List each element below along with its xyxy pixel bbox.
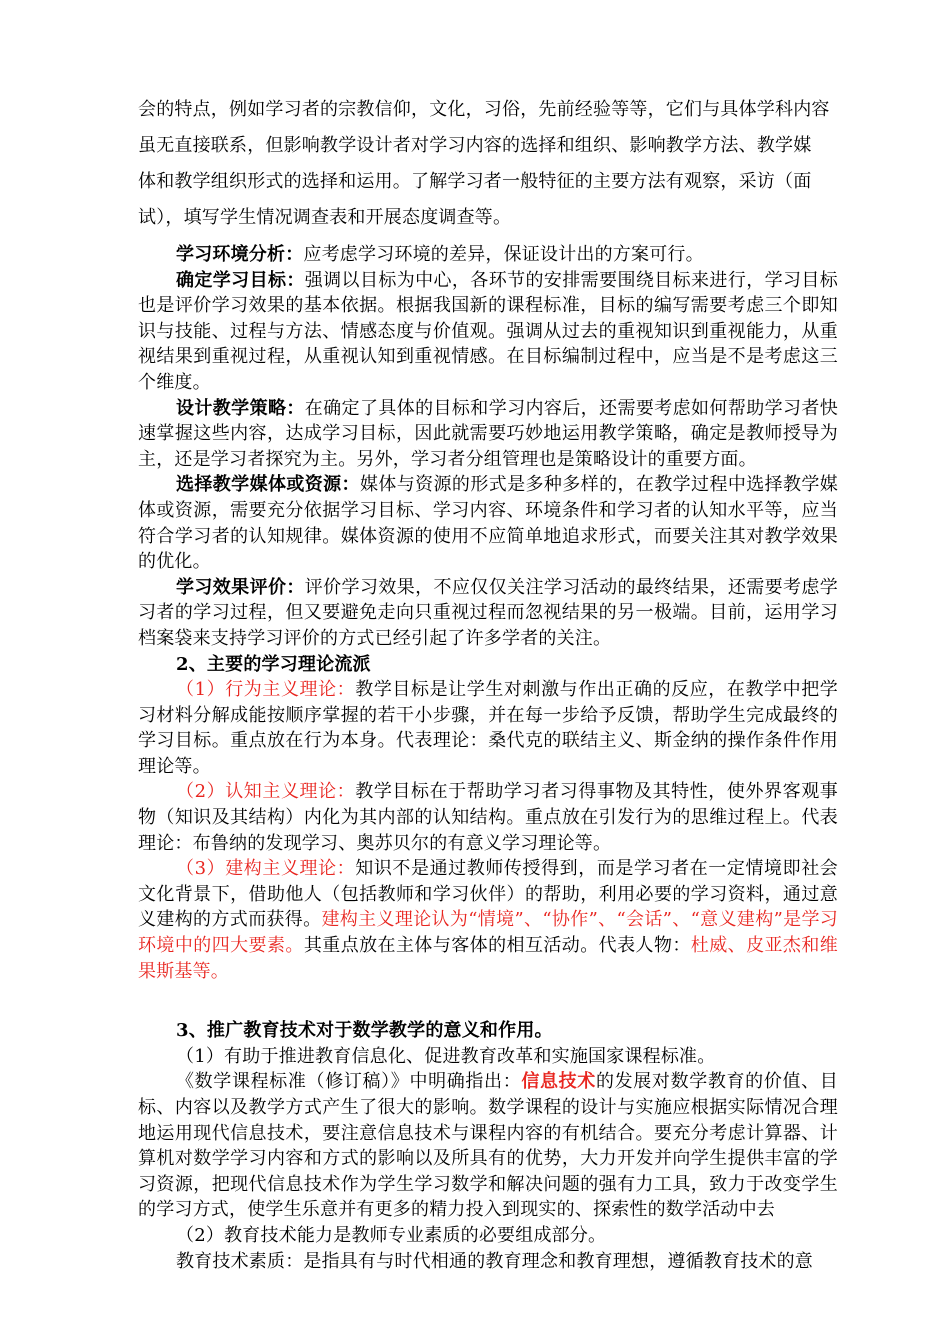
media-text: 媒体与资源的形式是多种多样的，在教学过程中选择教学媒体或资源，需要充分依据学习目标、学习内容、环境条件和学习者的认知水平等，应当符合学习者的认知规律。媒体资源的使用不应简单地追求形式，而要关注其对教学效果的优化。 [138, 474, 839, 573]
env-paragraph [138, 242, 838, 268]
intro-line-3: 体和教学组织形式的选择和运用。了解学习者一般特征的主要方法有观察，采访（面 [138, 171, 812, 192]
literacy-paragraph: 教育技术素质：是指具有与时代相通的教育理念和教育理想，遵循教育技术的意 [176, 1250, 813, 1272]
cognitivism-label: （2）认知主义理论： [176, 781, 356, 803]
body-block [138, 242, 838, 1274]
cognitivism-text: 教学目标在于帮助学习者习得事物及其特性，使外界客观事物（知识及其结构）内化为其内部的认知结构。重点放在引发行为的思维过程上。代表理论：布鲁纳的发现学习、奥苏贝尔的有意义学习理论等。 [138, 781, 838, 854]
standard-text-post: 的发展对数学教育的价值、目标、内容以及教学方式产生了很大的影响。数学课程的设计与实施应根据实际情况合理地运用现代信息技术，要注意信息技术与课程内容的有机结合。要充分考虑计算器、计算机对数学学习内容和方式的影响以及所具有的优势，大力开发并向学生提供丰富的学习资源，把现代信息技术作为学生学习数学和解决问题的强有力工具，致力于改变学生的学习方式，使学生乐意并有更多的精力投入到现实的、探索性的数学活动中去 [138, 1071, 838, 1221]
intro-line-2: 虽无直接联系，但影响教学设计者对学习内容的选择和组织、影响教学方法、教学媒 [138, 135, 812, 156]
constructivism-text-1: 知识不是通过教师传授得到，而是学习者在一定情境即社会文化背景下，借助他人（包括教师和学习伙伴）的帮助，利用必要的学习资料，通过意义建构的方式而获得。 [138, 858, 838, 931]
constructivism-highlight-1: 建构主义理论认为“情境”、“协作”、“会话”、“意义建构”是学习环境中的四大要素。 [138, 909, 839, 957]
intro-line-4: 试），填写学生情况调查表和开展态度调查等。 [138, 207, 512, 228]
strategy-text: 在确定了具体的目标和学习内容后，还需要考虑如何帮助学习者快速掌握这些内容，达成学习目标，因此就需要巧妙地运用教学策略，确定是教师授导为主，还是学习者探究为主。另外，学习者分组管理也是策略设计的重要方面。 [138, 397, 838, 470]
point-2-paragraph: （2）教育技术能力是教师专业素质的必要组成部分。 [176, 1224, 607, 1246]
intro-block [138, 92, 838, 236]
constructivism-paragraph [138, 856, 838, 984]
goal-text: 强调以目标为中心，各环节的安排需要围绕目标来进行，学习目标也是评价学习效果的基本依据。根据我国新的课程标准，目标的编写需要考虑三个即知识与技能、过程与方法、情感态度与价值观。强调从过去的重视知识到重视能力，从重视结果到重视过程，从重视认知到重视情感。在目标编制过程中，应当是不是考虑这三个维度。 [138, 269, 838, 393]
media-label: 选择教学媒体或资源： [176, 474, 360, 496]
env-label: 学习环境分析： [176, 244, 304, 265]
section-3-heading: 3、推广教育技术对于数学教学的意义和作用。 [176, 1020, 553, 1042]
constructivism-highlight-2: 杜威、皮亚杰和维果斯基等。 [138, 935, 838, 982]
behaviorism-label: （1）行为主义理论： [176, 679, 356, 701]
eval-text: 评价学习效果，不应仅仅关注学习活动的最终结果，还需要考虑学习者的学习过程，但又要避免走向只重视过程而忽视结果的另一极端。目前，运用学习档案袋来支持学习评价的方式已经引起了许多学者的关注。 [138, 576, 838, 649]
standard-text-pre: 《数学课程标准（修订稿）》中明确指出： [176, 1071, 522, 1093]
cognitivism-paragraph [138, 779, 838, 856]
goal-paragraph [138, 268, 838, 396]
point-1-paragraph: （1）有助于推进教育信息化、促进教育改革和实施国家课程标准。 [176, 1045, 716, 1067]
standard-keyword: 信息技术 [521, 1071, 596, 1093]
intro-line-1: 会的特点，例如学习者的宗教信仰，文化，习俗，先前经验等等，它们与具体学科内容 [138, 99, 830, 120]
behaviorism-text: 教学目标是让学生对刺激与作出正确的反应，在教学中把学习材料分解成能按顺序掌握的若干小步骤，并在每一步给予反馈，帮助学生完成最终的学习目标。重点放在行为本身。代表理论：桑代克的联结主义、斯金纳的操作条件作用理论等。 [138, 679, 838, 777]
strategy-paragraph [138, 396, 838, 473]
eval-label: 学习效果评价： [176, 576, 305, 598]
eval-paragraph [138, 575, 838, 652]
constructivism-text-2: 其重点放在主体与客体的相互活动。代表人物： [303, 935, 691, 957]
standard-paragraph [138, 1069, 838, 1223]
behaviorism-paragraph [138, 677, 838, 779]
env-text: 应考虑学习环境的差异，保证设计出的方案可行。 [303, 244, 704, 265]
section-2-heading: 2、主要的学习理论流派 [176, 653, 371, 675]
goal-label: 确定学习目标： [176, 269, 305, 291]
strategy-label: 设计教学策略： [176, 397, 305, 419]
media-paragraph [138, 472, 838, 574]
document-page [138, 92, 838, 1274]
constructivism-label: （3）建构主义理论： [176, 858, 356, 880]
